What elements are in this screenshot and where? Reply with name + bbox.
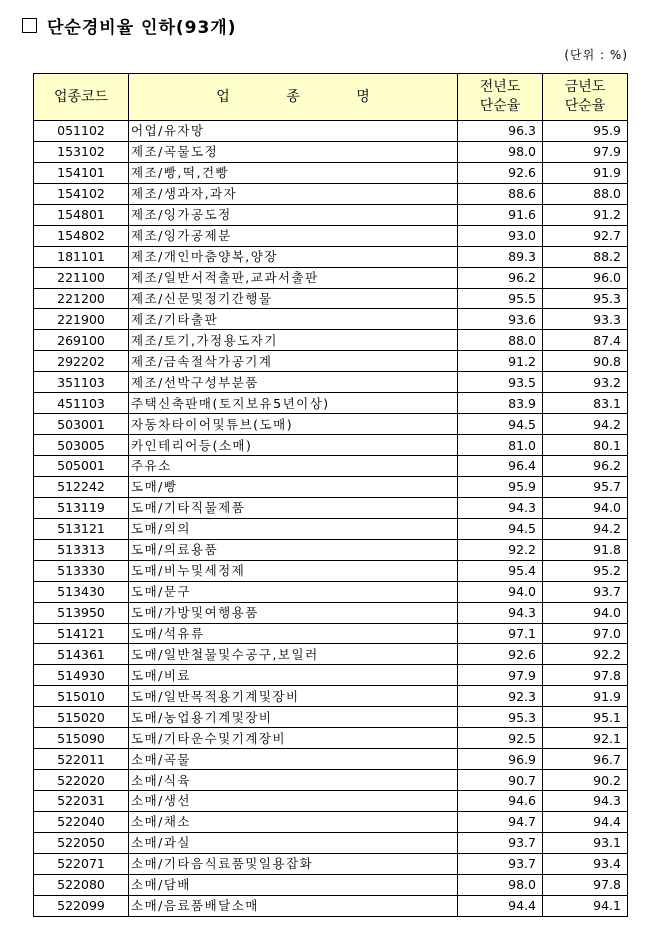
curr-rate-cell: 96.2: [543, 456, 628, 477]
table-row: [34, 749, 628, 770]
curr-rate-cell: 95.7: [543, 476, 628, 497]
table-row: [34, 351, 628, 372]
prev-rate-cell: 88.6: [458, 183, 543, 204]
industry-name-cell: 제조/생과자,과자: [129, 183, 458, 204]
checkbox-icon: [22, 18, 37, 33]
industry-name-cell: 자동차타이어및튜브(도매): [129, 414, 458, 435]
table-row: [34, 811, 628, 832]
table-row: [34, 204, 628, 225]
industry-name-cell: 소매/생선: [129, 791, 458, 812]
industry-code-cell: 154801: [34, 204, 129, 225]
industry-code-cell: 154802: [34, 225, 129, 246]
industry-name-cell: 제조/금속절삭가공기계: [129, 351, 458, 372]
prev-rate-cell: 93.5: [458, 372, 543, 393]
table-row: [34, 560, 628, 581]
industry-code-cell: 351103: [34, 372, 129, 393]
prev-rate-cell: 98.0: [458, 874, 543, 895]
industry-code-cell: 522040: [34, 811, 129, 832]
prev-rate-cell: 92.6: [458, 162, 543, 183]
industry-code-cell: 513430: [34, 581, 129, 602]
prev-rate-cell: 95.5: [458, 288, 543, 309]
industry-name-cell: 소매/기타음식료품및일용잡화: [129, 853, 458, 874]
curr-rate-cell: 94.1: [543, 895, 628, 916]
industry-code-cell: 522099: [34, 895, 129, 916]
curr-rate-cell: 91.8: [543, 539, 628, 560]
industry-name-cell: 제조/곡물도정: [129, 141, 458, 162]
curr-rate-cell: 92.2: [543, 644, 628, 665]
prev-rate-cell: 97.1: [458, 623, 543, 644]
prev-rate-cell: 96.2: [458, 267, 543, 288]
industry-code-cell: 522071: [34, 853, 129, 874]
industry-code-cell: 153102: [34, 141, 129, 162]
industry-code-cell: 514121: [34, 623, 129, 644]
industry-code-cell: 515090: [34, 728, 129, 749]
table-row: [34, 728, 628, 749]
curr-rate-cell: 95.9: [543, 121, 628, 142]
table-row: [34, 372, 628, 393]
curr-rate-cell: 91.2: [543, 204, 628, 225]
prev-rate-cell: 94.0: [458, 581, 543, 602]
industry-code-cell: 154101: [34, 162, 129, 183]
industry-name-cell: 소매/채소: [129, 811, 458, 832]
industry-code-cell: 522011: [34, 749, 129, 770]
industry-code-cell: 522080: [34, 874, 129, 895]
industry-code-cell: 513121: [34, 518, 129, 539]
table-row: [34, 644, 628, 665]
table-row: [34, 874, 628, 895]
header-curr-rate: 금년도 단순율: [543, 74, 628, 121]
table-row: [34, 288, 628, 309]
table-row: [34, 267, 628, 288]
prev-rate-cell: 96.3: [458, 121, 543, 142]
industry-name-cell: 제조/개인마춤양복,양장: [129, 246, 458, 267]
industry-name-cell: 제조/잉가공제분: [129, 225, 458, 246]
prev-rate-cell: 96.4: [458, 456, 543, 477]
prev-rate-cell: 94.5: [458, 518, 543, 539]
prev-rate-cell: 93.7: [458, 832, 543, 853]
curr-rate-cell: 95.3: [543, 288, 628, 309]
prev-rate-cell: 95.4: [458, 560, 543, 581]
industry-code-cell: 503005: [34, 435, 129, 456]
industry-code-cell: 451103: [34, 393, 129, 414]
prev-rate-cell: 93.7: [458, 853, 543, 874]
curr-rate-cell: 97.0: [543, 623, 628, 644]
industry-name-cell: 도매/의의: [129, 518, 458, 539]
table-row: [34, 518, 628, 539]
industry-name-cell: 소매/음료품배달소매: [129, 895, 458, 916]
table-row: [34, 183, 628, 204]
industry-name-cell: 도매/가방및여행용품: [129, 602, 458, 623]
curr-rate-cell: 92.7: [543, 225, 628, 246]
curr-rate-cell: 88.2: [543, 246, 628, 267]
curr-rate-cell: 93.4: [543, 853, 628, 874]
prev-rate-cell: 94.3: [458, 602, 543, 623]
rates-table: [33, 73, 628, 917]
curr-rate-cell: 88.0: [543, 183, 628, 204]
curr-rate-cell: 97.8: [543, 874, 628, 895]
table-row: [34, 770, 628, 791]
header-name: 업 종 명: [129, 74, 458, 121]
prev-rate-cell: 93.6: [458, 309, 543, 330]
industry-name-cell: 도매/일반목적용기계및장비: [129, 686, 458, 707]
curr-rate-cell: 80.1: [543, 435, 628, 456]
industry-code-cell: 269100: [34, 330, 129, 351]
header-code: 업종코드: [34, 74, 129, 121]
curr-rate-cell: 94.4: [543, 811, 628, 832]
curr-rate-cell: 83.1: [543, 393, 628, 414]
industry-name-cell: 제조/선박구성부분품: [129, 372, 458, 393]
table-row: [34, 225, 628, 246]
table-row: [34, 895, 628, 916]
table-row: [34, 832, 628, 853]
industry-name-cell: 어업/유자망: [129, 121, 458, 142]
prev-rate-cell: 94.6: [458, 791, 543, 812]
table-row: [34, 686, 628, 707]
curr-rate-cell: 94.2: [543, 518, 628, 539]
industry-code-cell: 292202: [34, 351, 129, 372]
prev-rate-cell: 94.5: [458, 414, 543, 435]
table-row: [34, 497, 628, 518]
industry-name-cell: 도매/문구: [129, 581, 458, 602]
industry-name-cell: 제조/신문및정기간행물: [129, 288, 458, 309]
curr-rate-cell: 93.7: [543, 581, 628, 602]
table-row: [34, 162, 628, 183]
prev-rate-cell: 94.3: [458, 497, 543, 518]
table-row: [34, 141, 628, 162]
industry-code-cell: 515010: [34, 686, 129, 707]
prev-rate-cell: 92.6: [458, 644, 543, 665]
title-row: [22, 10, 237, 40]
curr-rate-cell: 94.3: [543, 791, 628, 812]
prev-rate-cell: 89.3: [458, 246, 543, 267]
curr-rate-cell: 94.0: [543, 602, 628, 623]
prev-rate-cell: 91.2: [458, 351, 543, 372]
industry-name-cell: 소매/곡물: [129, 749, 458, 770]
prev-rate-cell: 92.3: [458, 686, 543, 707]
industry-name-cell: 도매/석유류: [129, 623, 458, 644]
prev-rate-cell: 94.7: [458, 811, 543, 832]
industry-name-cell: 소매/과실: [129, 832, 458, 853]
curr-rate-cell: 94.2: [543, 414, 628, 435]
industry-name-cell: 주택신축판매(토지보유5년이상): [129, 393, 458, 414]
industry-name-cell: 도매/일반철물및수공구,보일러: [129, 644, 458, 665]
industry-name-cell: 제조/빵,떡,건빵: [129, 162, 458, 183]
industry-code-cell: 514361: [34, 644, 129, 665]
table-row: [34, 246, 628, 267]
prev-rate-cell: 95.3: [458, 707, 543, 728]
industry-code-cell: 221200: [34, 288, 129, 309]
industry-code-cell: 505001: [34, 456, 129, 477]
industry-code-cell: 154102: [34, 183, 129, 204]
industry-name-cell: 도매/의료용품: [129, 539, 458, 560]
table-row: [34, 456, 628, 477]
curr-rate-cell: 87.4: [543, 330, 628, 351]
industry-code-cell: 512242: [34, 476, 129, 497]
industry-name-cell: 도매/농업용기계및장비: [129, 707, 458, 728]
curr-rate-cell: 95.2: [543, 560, 628, 581]
curr-rate-cell: 94.0: [543, 497, 628, 518]
prev-rate-cell: 98.0: [458, 141, 543, 162]
industry-name-cell: 제조/토기,가정용도자기: [129, 330, 458, 351]
industry-name-cell: 도매/기타직물제품: [129, 497, 458, 518]
table-row: [34, 623, 628, 644]
table-row: [34, 414, 628, 435]
prev-rate-cell: 91.6: [458, 204, 543, 225]
curr-rate-cell: 91.9: [543, 162, 628, 183]
page-title: 단순경비율 인하(93개): [47, 17, 237, 38]
curr-rate-cell: 97.8: [543, 665, 628, 686]
prev-rate-cell: 97.9: [458, 665, 543, 686]
prev-rate-cell: 83.9: [458, 393, 543, 414]
table-row: [34, 121, 628, 142]
curr-rate-cell: 96.7: [543, 749, 628, 770]
prev-rate-cell: 92.2: [458, 539, 543, 560]
industry-code-cell: 513313: [34, 539, 129, 560]
industry-name-cell: 소매/담배: [129, 874, 458, 895]
unit-label: (단위 : %): [564, 48, 628, 62]
table-row: [34, 791, 628, 812]
table-row: [34, 853, 628, 874]
industry-name-cell: 제조/잉가공도정: [129, 204, 458, 225]
industry-code-cell: 513330: [34, 560, 129, 581]
industry-name-cell: 도매/비누및세정제: [129, 560, 458, 581]
table-row: [34, 665, 628, 686]
prev-rate-cell: 90.7: [458, 770, 543, 791]
industry-code-cell: 514930: [34, 665, 129, 686]
industry-name-cell: 제조/기타출판: [129, 309, 458, 330]
curr-rate-cell: 95.1: [543, 707, 628, 728]
industry-code-cell: 221900: [34, 309, 129, 330]
industry-name-cell: 도매/빵: [129, 476, 458, 497]
curr-rate-cell: 93.3: [543, 309, 628, 330]
industry-name-cell: 제조/일반서적출판,교과서출판: [129, 267, 458, 288]
curr-rate-cell: 96.0: [543, 267, 628, 288]
curr-rate-cell: 92.1: [543, 728, 628, 749]
table-row: [34, 309, 628, 330]
industry-code-cell: 515020: [34, 707, 129, 728]
prev-rate-cell: 95.9: [458, 476, 543, 497]
industry-code-cell: 221100: [34, 267, 129, 288]
curr-rate-cell: 93.1: [543, 832, 628, 853]
industry-code-cell: 522031: [34, 791, 129, 812]
industry-code-cell: 513950: [34, 602, 129, 623]
industry-name-cell: 카인테리어등(소매): [129, 435, 458, 456]
industry-code-cell: 051102: [34, 121, 129, 142]
industry-name-cell: 주유소: [129, 456, 458, 477]
table-row: [34, 602, 628, 623]
table-row: [34, 393, 628, 414]
prev-rate-cell: 81.0: [458, 435, 543, 456]
curr-rate-cell: 90.2: [543, 770, 628, 791]
curr-rate-cell: 90.8: [543, 351, 628, 372]
header-prev-rate: 전년도 단순율: [458, 74, 543, 121]
table-row: [34, 539, 628, 560]
industry-code-cell: 522020: [34, 770, 129, 791]
industry-code-cell: 522050: [34, 832, 129, 853]
table-row: [34, 435, 628, 456]
prev-rate-cell: 93.0: [458, 225, 543, 246]
curr-rate-cell: 91.9: [543, 686, 628, 707]
table-row: [34, 330, 628, 351]
table-row: [34, 707, 628, 728]
prev-rate-cell: 88.0: [458, 330, 543, 351]
prev-rate-cell: 94.4: [458, 895, 543, 916]
industry-name-cell: 도매/비료: [129, 665, 458, 686]
prev-rate-cell: 92.5: [458, 728, 543, 749]
curr-rate-cell: 97.9: [543, 141, 628, 162]
industry-code-cell: 181101: [34, 246, 129, 267]
table-row: [34, 581, 628, 602]
industry-code-cell: 503001: [34, 414, 129, 435]
industry-name-cell: 소매/식육: [129, 770, 458, 791]
industry-name-cell: 도매/기타운수및기계장비: [129, 728, 458, 749]
table-row: [34, 476, 628, 497]
industry-code-cell: 513119: [34, 497, 129, 518]
prev-rate-cell: 96.9: [458, 749, 543, 770]
header-row: [34, 74, 628, 121]
curr-rate-cell: 93.2: [543, 372, 628, 393]
